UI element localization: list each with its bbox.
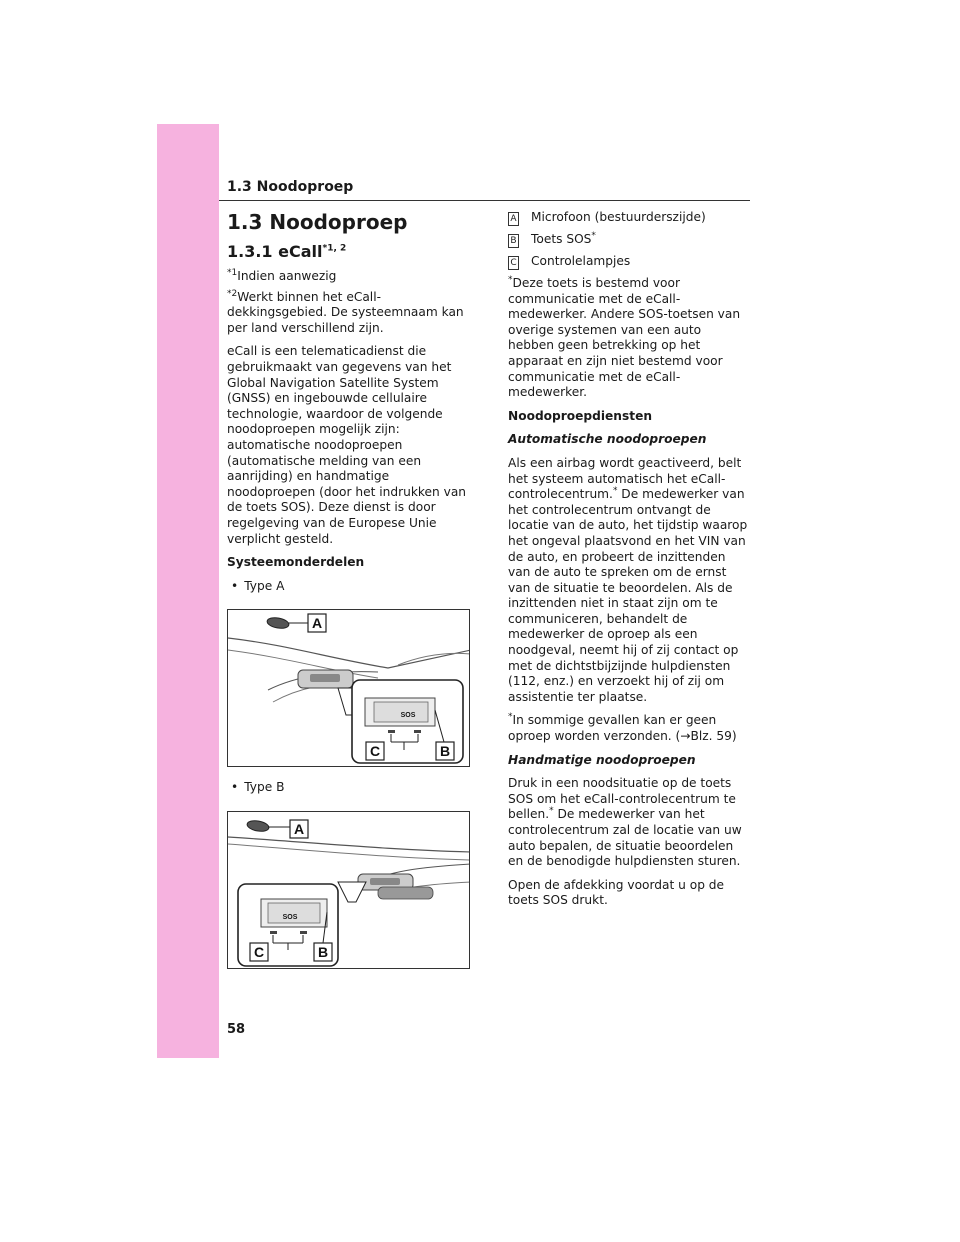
fig-b-label-c: C	[253, 943, 265, 960]
fig-b-label-b: B	[317, 943, 329, 960]
right-column	[508, 210, 750, 917]
auto-paragraph	[508, 456, 750, 706]
auto-heading: Automatische noodoproepen	[508, 432, 707, 447]
type-b-label: Type B	[244, 780, 285, 795]
sos-note-mark: *	[508, 274, 513, 285]
legend-key-b: B	[508, 234, 519, 248]
section-heading: 1.3 Noodoproep	[227, 210, 408, 234]
legend-text-b-label: Toets SOS	[531, 232, 592, 246]
footnote-2-text: Werkt binnen het eCall-dekkingsgebied. De systeemnaam kan per land verschillend zijn.	[227, 289, 464, 335]
subsection-heading	[227, 242, 472, 261]
legend-text-b	[531, 232, 596, 248]
footnote-1	[227, 269, 472, 285]
manual-paragraph-start: Druk in een noodsituatie op de toets SOS om het eCall-controlecentrum te bellen.	[508, 776, 736, 822]
services-heading: Noodoproepdiensten	[508, 408, 653, 423]
manual-heading: Handmatige noodoproepen	[508, 752, 696, 767]
sos-note-text: Deze toets is bestemd voor communicatie met de eCall-medewerker. Andere SOS-toetsen van overige systemen van een auto hebben geen betrekking op het apparaat en zijn niet bestemd voor communicatie met de eCall-medewerker.	[508, 276, 741, 400]
components-heading: Systeemonderdelen	[227, 555, 365, 570]
legend-text-a: Microfoon (bestuurderszijde)	[531, 210, 706, 224]
intro-paragraph: eCall is een telematicadienst die gebruikmaakt van gegevens van het Global Navigation Satellite System (GNSS) en ingebouwde cellulaire technologie, waardoor de volgende noodoproepen mogelijk zijn: automatische noodoproepen (automatische melding van een aanrijding) en handmatige noodoproepen (door het indrukken van de toets SOS). Deze dienst is door regelgeving van de Europese Unie verplicht gesteld.	[227, 344, 467, 546]
manual-paragraph-rest: De medewerker van het controlecentrum zal de locatie van uw auto bepalen, de situatie beoordelen en de benodigde hulpdiensten sturen.	[508, 807, 742, 869]
footnote-2	[227, 290, 472, 337]
legend-row-c	[508, 254, 750, 270]
fig-a-label-b: B	[439, 743, 451, 760]
footnote-1-text: Indien aanwezig	[237, 269, 337, 283]
left-column	[227, 210, 472, 982]
cover-paragraph: Open de afdekking voordat u op de toets SOS drukt.	[508, 877, 725, 908]
figure-type-a-drawing	[228, 610, 470, 767]
type-b-bullet: • Type B	[231, 780, 285, 795]
figure-type-b	[227, 811, 470, 969]
header-rule	[219, 200, 750, 201]
manual-paragraph-mark: *	[549, 806, 554, 817]
legend-row-a	[508, 210, 750, 226]
call-note-text: In sommige gevallen kan er geen oproep worden verzonden. (→Blz. 59)	[508, 713, 737, 744]
auto-paragraph-rest: De medewerker van het controlecentrum ontvangt de locatie van de auto, het tijdstip waarop het ongeval plaatsvond en het VIN van de auto, en probeert de inzittenden van de auto te spreken om de ernst van de situatie te beoordelen. Als de inzittenden niet in staat zijn om te communiceren, behandelt de medewerker de oproep als een noodgeval, neemt hij of zij contact op met de dichtstbijzijnde hulpdiensten (112, enz.) en verzoekt hij of zij om assistentie ter plaatse.	[508, 487, 748, 704]
subsection-heading-sup: *1, 2	[322, 243, 347, 254]
subsection-heading-text: 1.3.1 eCall	[227, 242, 323, 261]
legend-row-b	[508, 232, 750, 248]
footnote-1-mark: *1	[227, 267, 238, 278]
fig-a-label-a: A	[311, 615, 323, 632]
sos-note	[508, 276, 750, 401]
fig-b-label-a: A	[293, 820, 305, 837]
figure-type-b-drawing	[228, 812, 470, 969]
legend-key-a: A	[508, 212, 519, 226]
legend-key-c: C	[508, 256, 519, 270]
type-a-bullet: • Type A	[231, 578, 285, 593]
fig-a-sos-text: SOS	[400, 712, 416, 720]
fig-a-label-c: C	[369, 743, 381, 760]
page-number: 58	[227, 1022, 246, 1037]
running-header-title: 1.3 Noodoproep	[227, 179, 354, 195]
auto-paragraph-start: Als een airbag wordt geactiveerd, belt het systeem automatisch het eCall-controlecentrum.	[508, 455, 742, 502]
call-note-mark: *	[508, 712, 513, 723]
auto-paragraph-mark: *	[612, 486, 618, 497]
footnote-2-mark: *2	[227, 288, 238, 299]
manual-paragraph	[508, 776, 750, 870]
type-a-label: Type A	[244, 578, 285, 593]
figure-type-a	[227, 609, 470, 767]
chapter-color-band	[157, 124, 219, 1058]
legend-text-b-sup: *	[591, 230, 596, 241]
call-note	[508, 713, 750, 744]
fig-b-sos-text: SOS	[282, 913, 298, 921]
legend-text-c: Controlelampjes	[531, 254, 631, 268]
